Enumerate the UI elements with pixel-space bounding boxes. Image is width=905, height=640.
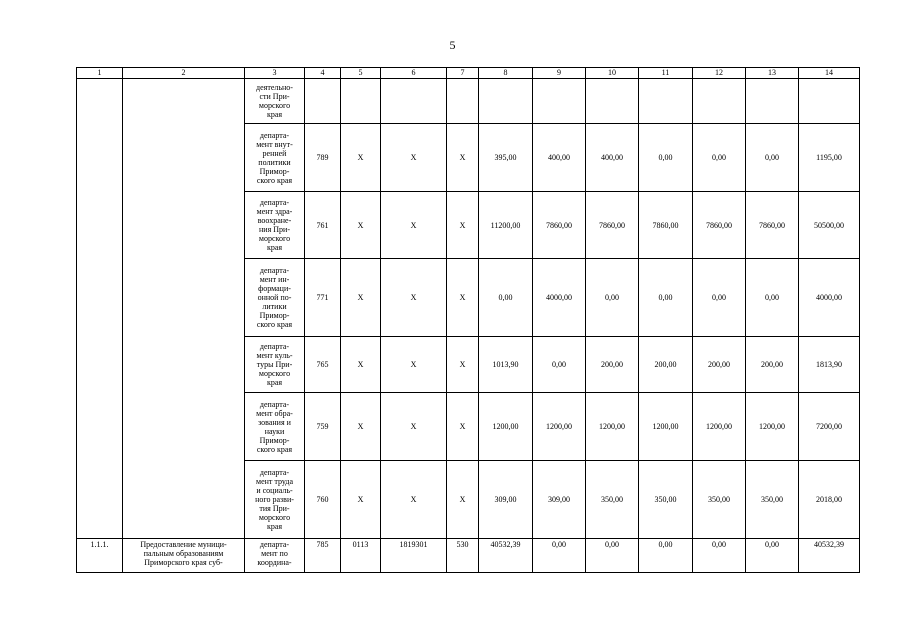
value-cell: 759 — [305, 393, 341, 461]
value-cell: X — [381, 259, 447, 337]
value-cell: 0,00 — [746, 124, 799, 192]
value-cell: 7860,00 — [639, 192, 693, 259]
value-cell: X — [341, 192, 381, 259]
value-cell — [533, 79, 586, 124]
executor-cell: департа- мент ин- формаци- онной по- литики Примор- ского края — [245, 259, 305, 337]
column-number-header: 1 — [77, 68, 123, 79]
value-cell: 0,00 — [746, 539, 799, 573]
column-number-header: 13 — [746, 68, 799, 79]
value-cell: 1813,90 — [799, 337, 860, 393]
value-cell: 7200,00 — [799, 393, 860, 461]
value-cell: 760 — [305, 461, 341, 539]
value-cell: 350,00 — [586, 461, 639, 539]
value-cell: X — [447, 461, 479, 539]
value-cell: 0,00 — [639, 539, 693, 573]
value-cell: 1200,00 — [639, 393, 693, 461]
executor-cell: департа- мент труда и социаль- ного разви- тия При- морского края — [245, 461, 305, 539]
column-number-header: 5 — [341, 68, 381, 79]
value-cell: 0,00 — [479, 259, 533, 337]
row-number-cell — [77, 79, 123, 539]
value-cell: 1819301 — [381, 539, 447, 573]
budget-table — [76, 67, 860, 573]
value-cell: 40532,39 — [479, 539, 533, 573]
column-number-header: 8 — [479, 68, 533, 79]
column-number-header: 9 — [533, 68, 586, 79]
value-cell: 761 — [305, 192, 341, 259]
column-number-header: 14 — [799, 68, 860, 79]
row-number-cell: 1.1.1. — [77, 539, 123, 573]
value-cell: 200,00 — [693, 337, 746, 393]
value-cell: 0,00 — [639, 259, 693, 337]
value-cell — [381, 79, 447, 124]
value-cell: 4000,00 — [799, 259, 860, 337]
value-cell: X — [381, 124, 447, 192]
value-cell: 1200,00 — [586, 393, 639, 461]
column-number-header: 3 — [245, 68, 305, 79]
column-number-row — [77, 68, 860, 79]
column-number-header: 6 — [381, 68, 447, 79]
value-cell: 1200,00 — [479, 393, 533, 461]
value-cell: 7860,00 — [533, 192, 586, 259]
value-cell: 350,00 — [746, 461, 799, 539]
column-number-header: 2 — [123, 68, 245, 79]
value-cell: X — [447, 259, 479, 337]
table-row — [77, 79, 860, 124]
value-cell: 765 — [305, 337, 341, 393]
value-cell: 1013,90 — [479, 337, 533, 393]
value-cell: 1200,00 — [533, 393, 586, 461]
value-cell: 350,00 — [693, 461, 746, 539]
value-cell — [746, 79, 799, 124]
value-cell: X — [447, 192, 479, 259]
column-number-header: 7 — [447, 68, 479, 79]
value-cell — [799, 79, 860, 124]
value-cell: 7860,00 — [693, 192, 746, 259]
value-cell: 350,00 — [639, 461, 693, 539]
value-cell: 2018,00 — [799, 461, 860, 539]
executor-cell: деятельно- сти При- морского края — [245, 79, 305, 124]
value-cell — [693, 79, 746, 124]
value-cell: X — [381, 192, 447, 259]
value-cell: 0,00 — [746, 259, 799, 337]
value-cell: 0,00 — [639, 124, 693, 192]
value-cell: 0,00 — [586, 539, 639, 573]
table-row — [77, 539, 860, 573]
value-cell: 0113 — [341, 539, 381, 573]
value-cell: 0,00 — [693, 124, 746, 192]
value-cell: 200,00 — [586, 337, 639, 393]
value-cell: 0,00 — [533, 539, 586, 573]
value-cell — [639, 79, 693, 124]
value-cell: 789 — [305, 124, 341, 192]
value-cell: 200,00 — [746, 337, 799, 393]
value-cell: X — [381, 337, 447, 393]
program-name-cell — [123, 79, 245, 539]
column-number-header: 10 — [586, 68, 639, 79]
value-cell: 40532,39 — [799, 539, 860, 573]
column-number-header: 11 — [639, 68, 693, 79]
value-cell: 1200,00 — [693, 393, 746, 461]
value-cell: X — [341, 461, 381, 539]
value-cell: 0,00 — [693, 259, 746, 337]
executor-cell: департа- мент обра- зования и науки Примор- ского края — [245, 393, 305, 461]
value-cell — [479, 79, 533, 124]
value-cell — [341, 79, 381, 124]
column-number-header: 12 — [693, 68, 746, 79]
value-cell: 771 — [305, 259, 341, 337]
value-cell: 11200,00 — [479, 192, 533, 259]
value-cell: 785 — [305, 539, 341, 573]
value-cell — [305, 79, 341, 124]
value-cell: 7860,00 — [746, 192, 799, 259]
value-cell — [447, 79, 479, 124]
value-cell: 1195,00 — [799, 124, 860, 192]
value-cell: 309,00 — [533, 461, 586, 539]
executor-cell: департа- мент по координа- — [245, 539, 305, 573]
value-cell: X — [341, 337, 381, 393]
value-cell: 50500,00 — [799, 192, 860, 259]
value-cell: 400,00 — [586, 124, 639, 192]
value-cell: 0,00 — [693, 539, 746, 573]
value-cell: X — [447, 124, 479, 192]
value-cell: X — [341, 393, 381, 461]
value-cell: 200,00 — [639, 337, 693, 393]
value-cell: X — [381, 461, 447, 539]
program-name-cell: Предоставление муници- пальным образованиям Приморского края суб- — [123, 539, 245, 573]
value-cell: X — [341, 124, 381, 192]
value-cell: X — [447, 393, 479, 461]
value-cell: 309,00 — [479, 461, 533, 539]
value-cell: 395,00 — [479, 124, 533, 192]
value-cell: 1200,00 — [746, 393, 799, 461]
executor-cell: департа- мент куль- туры При- морского края — [245, 337, 305, 393]
column-number-header: 4 — [305, 68, 341, 79]
value-cell: 0,00 — [586, 259, 639, 337]
value-cell: X — [341, 259, 381, 337]
value-cell: 530 — [447, 539, 479, 573]
value-cell: X — [381, 393, 447, 461]
value-cell — [586, 79, 639, 124]
value-cell: 0,00 — [533, 337, 586, 393]
value-cell: 7860,00 — [586, 192, 639, 259]
value-cell: 4000,00 — [533, 259, 586, 337]
executor-cell: департа- мент внут- ренней политики Примор- ского края — [245, 124, 305, 192]
page-number: 5 — [449, 38, 456, 52]
executor-cell: департа- мент здра- воохране- ния При- морского края — [245, 192, 305, 259]
value-cell: 400,00 — [533, 124, 586, 192]
value-cell: X — [447, 337, 479, 393]
